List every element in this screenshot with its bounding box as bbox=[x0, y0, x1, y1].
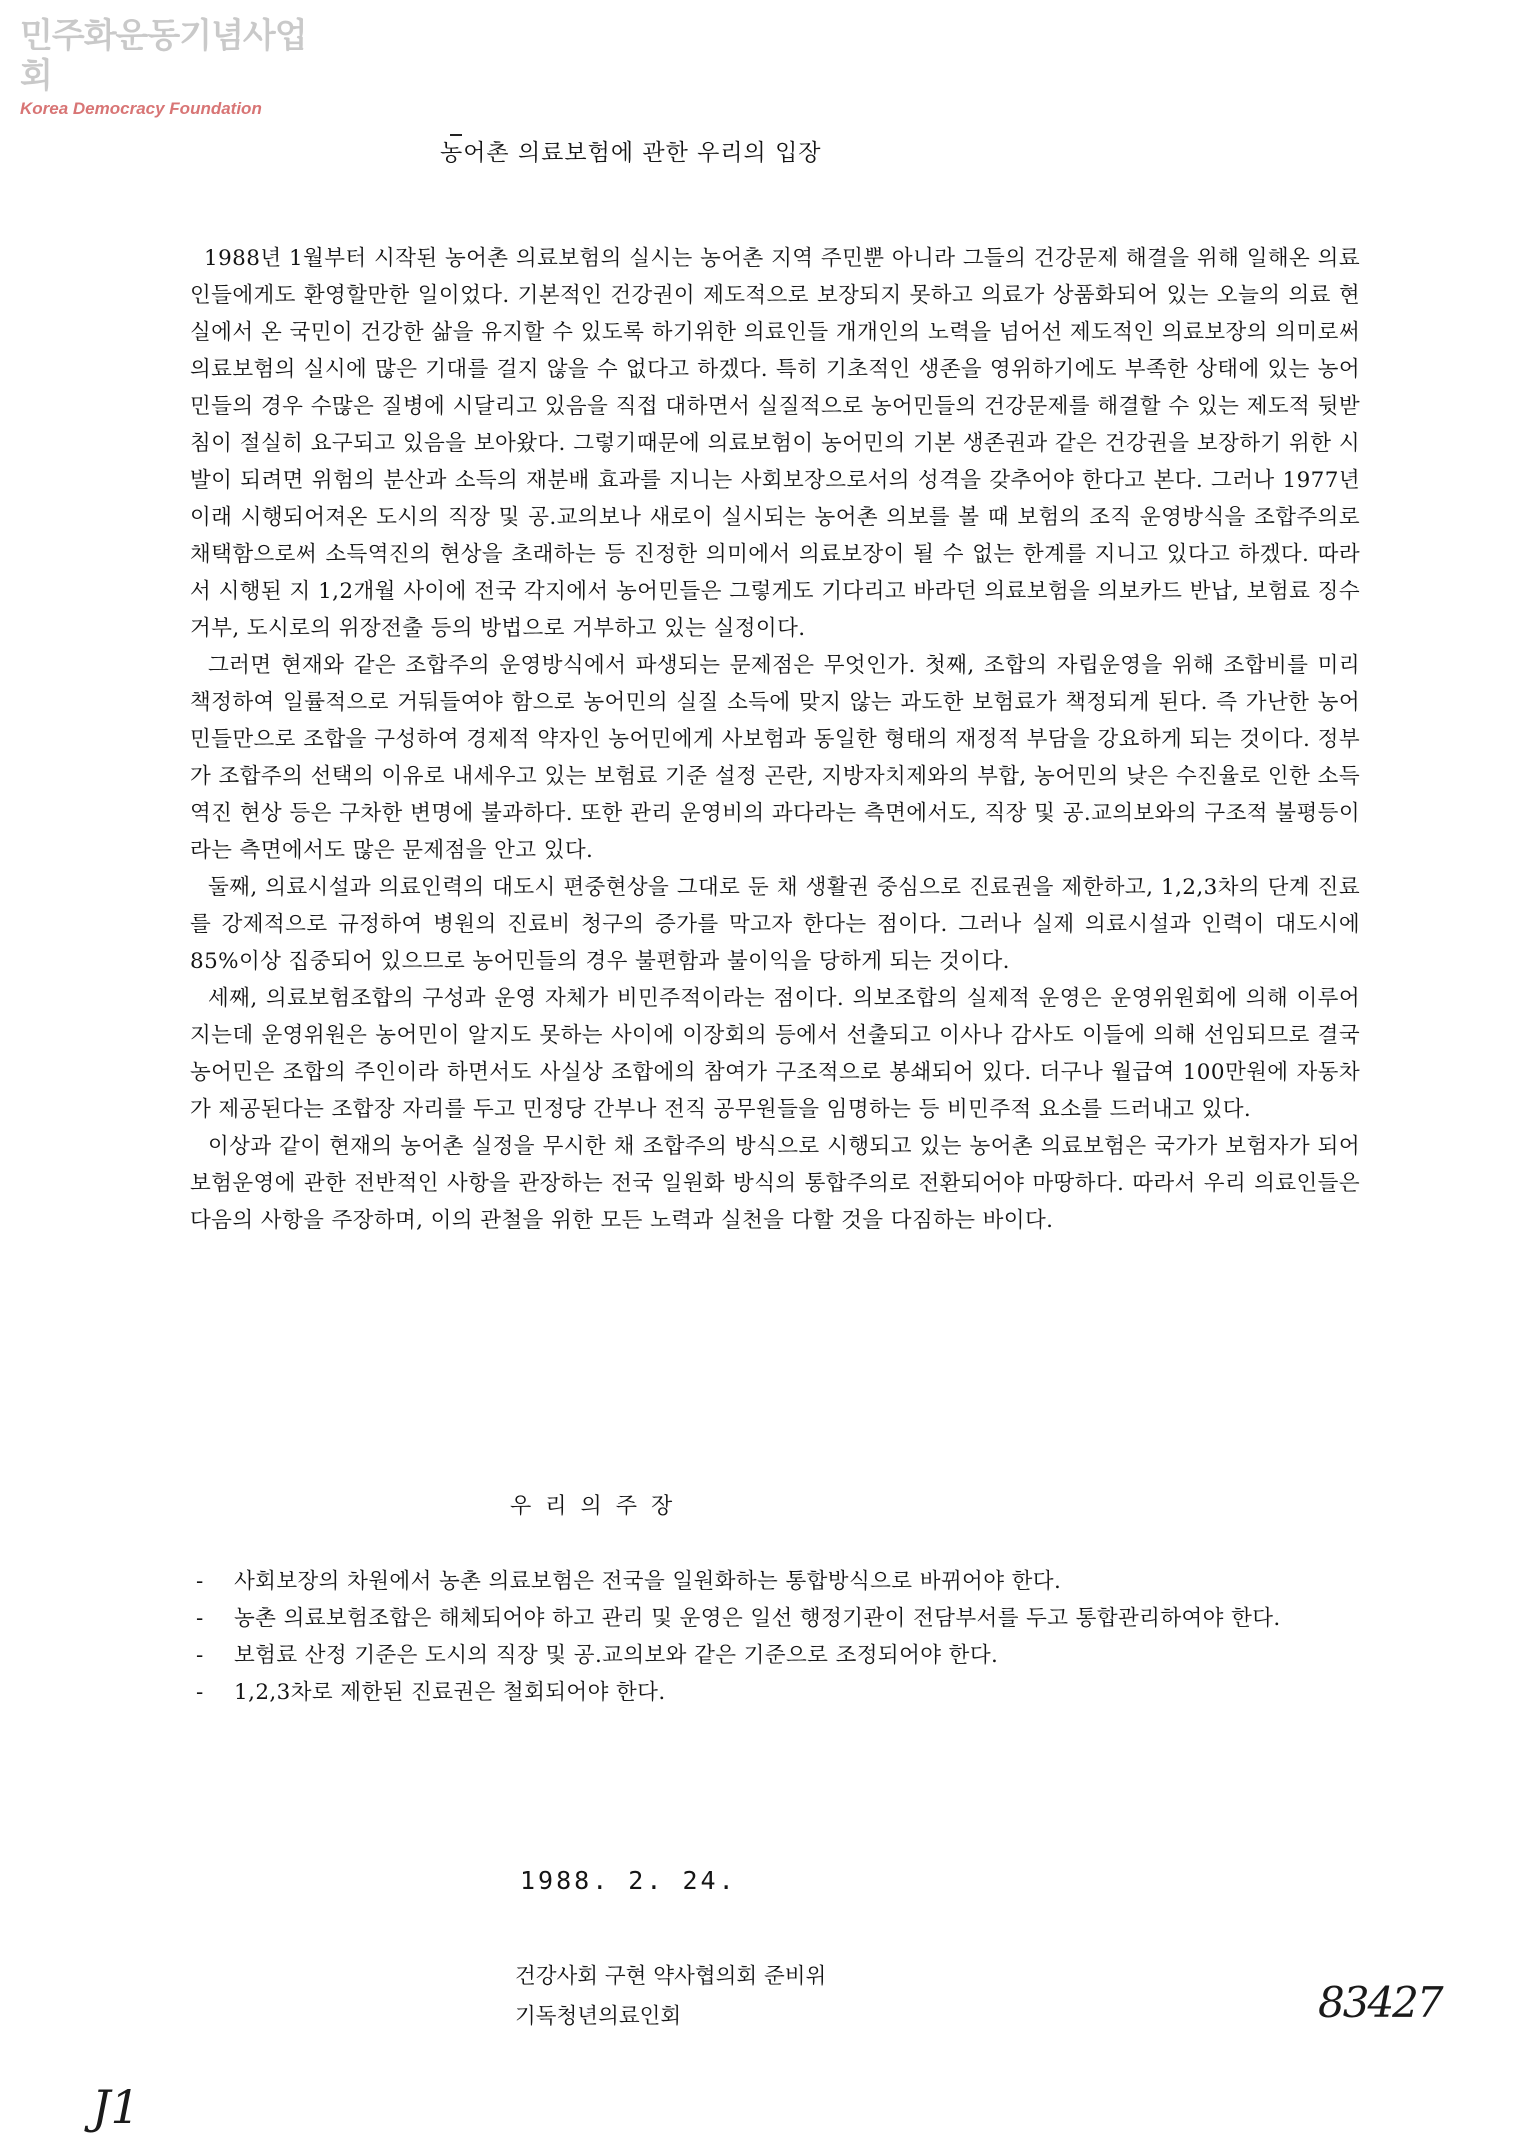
title-dash bbox=[450, 134, 462, 136]
claim-dash: - bbox=[196, 1606, 204, 1631]
handwritten-corner-mark: J1 bbox=[92, 2080, 140, 2134]
foundation-watermark bbox=[20, 16, 320, 120]
document-title: 농어촌 의료보험에 관한 우리의 입장 bbox=[440, 140, 822, 166]
document-body bbox=[190, 240, 1360, 1239]
watermark-english: Korea Democracy Foundation bbox=[20, 99, 262, 118]
claim-text: 1,2,3차로 제한된 진료권은 철회되어야 한다. bbox=[234, 1680, 666, 1705]
paragraph-4: 세째, 의료보험조합의 구성과 운영 자체가 비민주적이라는 점이다. 의보조합의 실제적 운영은 운영위원회에 의해 이루어지는데 운영위원은 농어민이 알지도 못하는 사이에 이장회의 등에서 선출되고 이사나 감사도 이들에 의해 선임되므로 결국 농어민은 조합의 주인이라 하면서도 사실상 조합에의 참여가 구조적으로 봉쇄되어 있다. 더구나 월급여 100만원에 자동차가 제공된다는 조합장 자리를 두고 민정당 간부나 전직 공무원들을 임명하는 등 비민주적 요소를 드러내고 있다. bbox=[190, 986, 1360, 1122]
claim-item bbox=[190, 1563, 1360, 1600]
claim-text: 사회보장의 차원에서 농촌 의료보험은 전국을 일원화하는 통합방식으로 바뀌어야 한다. bbox=[234, 1569, 1062, 1594]
signers-block bbox=[515, 1957, 826, 2037]
claim-item bbox=[190, 1674, 1360, 1711]
paragraph-5: 이상과 같이 현재의 농어촌 실정을 무시한 채 조합주의 방식으로 시행되고 있는 농어촌 의료보험은 국가가 보험자가 되어 보험운영에 관한 전반적인 사항을 관장하는 전국 일원화 방식의 통합주의로 전환되어야 마땅하다. 따라서 우리 의료인들은 다음의 사항을 주장하며, 이의 관철을 위한 모든 노력과 실천을 다할 것을 다짐하는 바이다. bbox=[190, 1134, 1360, 1233]
claims-list bbox=[190, 1563, 1360, 1711]
paragraph-1: 1988년 1월부터 시작된 농어촌 의료보험의 실시는 농어촌 지역 주민뿐 아니라 그들의 건강문제 해결을 위해 일해온 의료인들에게도 환영할만한 일이었다. 기본적인 건강권이 제도적으로 보장되지 못하고 의료가 상품화되어 있는 오늘의 의료 현실에서 온 국민이 건강한 삶을 유지할 수 있도록 하기위한 의료인들 개개인의 노력을 넘어선 제도적인 의료보장의 의미로써 의료보험의 실시에 많은 기대를 걸지 않을 수 없다고 하겠다. 특히 기초적인 생존을 영위하기에도 부족한 상태에 있는 농어민들의 경우 수많은 질병에 시달리고 있음을 직접 대하면서 실질적으로 농어민들의 건강문제를 해결할 수 있는 제도적 뒷받침이 절실히 요구되고 있음을 보아왔다. 그렇기때문에 의료보험이 농어민의 기본 생존권과 같은 건강권을 보장하기 위한 시발이 되려면 위험의 분산과 소득의 재분배 효과를 지니는 사회보장으로서의 성격을 갖추어야 한다고 본다. 그러나 1977년 이래 시행되어져온 도시의 직장 및 공.교의보나 새로이 실시되는 농어촌 의보를 볼 때 보험의 조직 운영방식을 조합주의로 채택함으로써 소득역진의 현상을 초래하는 등 진정한 의미에서 의료보장이 될 수 없는 한계를 지니고 있다고 하겠다. 따라서 시행된 지 1,2개월 사이에 전국 각지에서 농어민들은 그렇게도 기다리고 바라던 의료보험을 의보카드 반납, 보험료 징수거부, 도시로의 위장전출 등의 방법으로 거부하고 있는 실정이다. bbox=[190, 246, 1360, 641]
signer-2: 기독청년의료인회 bbox=[515, 2004, 682, 2029]
claim-dash: - bbox=[196, 1569, 204, 1594]
claim-item bbox=[190, 1600, 1360, 1637]
claims-heading: 우리의주장 bbox=[510, 1494, 687, 1519]
claim-text: 농촌 의료보험조합은 해체되어야 하고 관리 및 운영은 일선 행정기관이 전담부서를 두고 통합관리하여야 한다. bbox=[234, 1606, 1281, 1631]
watermark-korean: 민주화운동기념사업회 bbox=[20, 16, 307, 96]
paragraph-2: 그러면 현재와 같은 조합주의 운영방식에서 파생되는 문제점은 무엇인가. 첫째, 조합의 자립운영을 위해 조합비를 미리 책정하여 일률적으로 거둬들여야 함으로 농어민의 실질 소득에 맞지 않는 과도한 보험료가 책정되게 된다. 즉 가난한 농어민들만으로 조합을 구성하여 경제적 약자인 농어민에게 사보험과 동일한 형태의 재정적 부담을 강요하게 되는 것이다. 정부가 조합주의 선택의 이유로 내세우고 있는 보험료 기준 설정 곤란, 지방자치제와의 부합, 농어민의 낮은 수진율로 인한 소득역진 현상 등은 구차한 변명에 불과하다. 또한 관리 운영비의 과다라는 측면에서도, 직장 및 공.교의보와의 구조적 불평등이라는 측면에서도 많은 문제점을 안고 있다. bbox=[190, 653, 1360, 863]
claim-item bbox=[190, 1637, 1360, 1674]
handwritten-doc-number: 83427 bbox=[1318, 1978, 1442, 2027]
claim-dash: - bbox=[196, 1680, 204, 1705]
signer-1: 건강사회 구현 약사협의회 준비위 bbox=[515, 1964, 827, 1989]
claim-dash: - bbox=[196, 1643, 204, 1668]
paragraph-3: 둘째, 의료시설과 의료인력의 대도시 편중현상을 그대로 둔 채 생활권 중심으로 진료권을 제한하고, 1,2,3차의 단계 진료를 강제적으로 규정하여 병원의 진료비 청구의 증가를 막고자 한다는 점이다. 그러나 실제 의료시설과 인력이 대도시에 85%이상 집중되어 있으므로 농어민들의 경우 불편함과 불이익을 당하게 되는 것이다. bbox=[190, 875, 1360, 974]
claim-text: 보험료 산정 기준은 도시의 직장 및 공.교의보와 같은 기준으로 조정되어야 한다. bbox=[234, 1643, 999, 1668]
document-date: 1988. 2. 24. bbox=[520, 1866, 737, 1895]
